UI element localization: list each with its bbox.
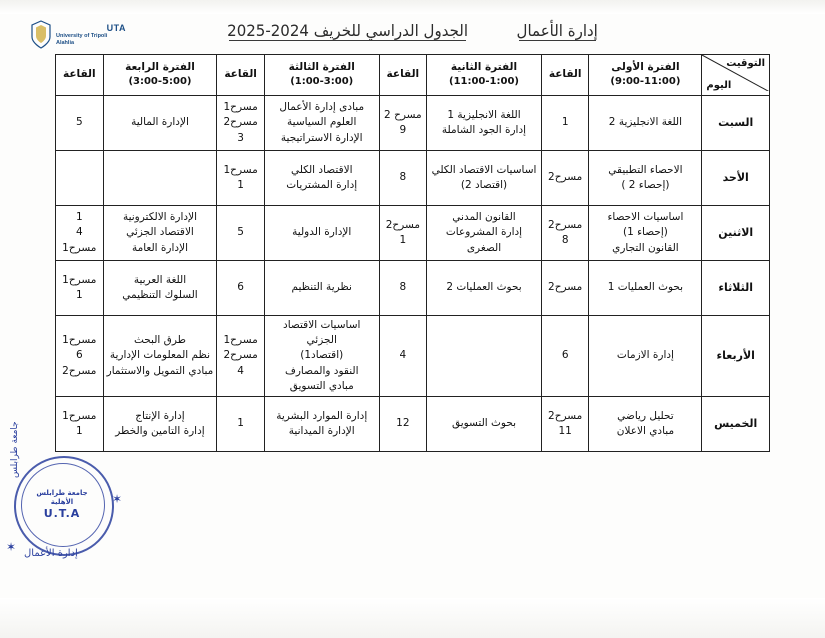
page-title <box>0 22 825 40</box>
course-cell <box>103 261 217 316</box>
hall-value: 8 <box>399 171 407 184</box>
hall-cell <box>379 206 427 261</box>
course-cell <box>589 316 702 397</box>
course-name: الإدارة الميدانية <box>288 425 355 438</box>
course-name: القانون المدني <box>452 211 516 224</box>
header-hall-3: القاعة <box>217 55 265 96</box>
day-cell: السبت <box>702 96 770 151</box>
course-cell <box>427 206 542 261</box>
hall-value: مسرح2 <box>223 116 258 129</box>
course-name: بحوث العمليات 1 <box>607 281 684 294</box>
stamp-star-right: ✶ <box>112 492 123 506</box>
hall-cell <box>217 206 265 261</box>
course-name: إدارة التامين والخطر <box>115 425 205 438</box>
hall-value: مسرح1 <box>62 409 97 422</box>
page-title-right: إدارة الأعمال <box>516 21 598 41</box>
hall-value: مسرح2 <box>62 364 97 377</box>
hall-value: 11 <box>558 425 572 438</box>
hall-cell <box>56 96 104 151</box>
course-name: إدارة المشروعات الصغرى <box>445 226 523 254</box>
hall-cell <box>217 397 265 452</box>
table-head <box>56 55 770 96</box>
hall-value: مسرح1 <box>223 101 258 114</box>
course-name: اللغة الانجليزية 1 <box>447 108 521 121</box>
hall-cell <box>379 261 427 316</box>
hall-value: مسرح1 <box>62 273 97 286</box>
course-name: الاقتصاد الجزئي <box>126 226 194 239</box>
hall-cell <box>56 261 104 316</box>
course-name: (اقتصاد1) <box>300 349 344 362</box>
hall-value: مسرح2 <box>548 409 583 422</box>
hall-value: مسرح1 <box>62 334 97 347</box>
course-name: الإدارة الاستراتيجية <box>280 131 363 144</box>
table-row <box>56 316 770 397</box>
hall-cell <box>541 397 589 452</box>
course-name: طرق البحث <box>133 334 186 347</box>
course-cell <box>427 397 542 452</box>
hall-value: 5 <box>237 226 244 239</box>
table-row <box>56 96 770 151</box>
hall-value: مسرح1 <box>223 163 258 176</box>
header-period-3: الفترة الثالثة (1:00-3:00) <box>264 55 379 96</box>
header-hall-2: القاعة <box>379 55 427 96</box>
hall-value: مسرح1 <box>223 334 258 347</box>
course-cell <box>103 316 217 397</box>
corner-label-day: اليوم <box>706 79 732 91</box>
course-cell <box>264 96 379 151</box>
course-name: الإدارة العامة <box>131 241 188 254</box>
course-name: إدارة الموارد البشرية <box>276 409 368 422</box>
hall-cell <box>217 316 265 397</box>
hall-value: 9 <box>399 124 407 136</box>
course-name: الإدارة المالية <box>131 116 189 129</box>
course-name: (إحصاء 2 ) <box>621 179 670 191</box>
logo-name-en: University of Tripoli Alahlia <box>56 33 108 46</box>
course-cell <box>427 316 542 397</box>
course-cell <box>264 397 379 452</box>
hall-value: 4 <box>237 364 244 377</box>
header-hall-4: القاعة <box>56 55 104 96</box>
header-period-4: الفترة الرابعة (3:00-5:00) <box>103 55 217 96</box>
course-cell <box>103 96 217 151</box>
course-name: اساسيات الاحصاء <box>607 211 684 224</box>
course-name: نظم المعلومات الإدارية <box>109 349 211 362</box>
course-name: نظرية التنظيم <box>291 281 352 294</box>
corner-header-cell <box>702 55 770 96</box>
course-name: بحوث التسويق <box>451 417 517 430</box>
course-cell <box>589 96 702 151</box>
hall-value: 5 <box>75 116 83 129</box>
table-row <box>56 151 770 206</box>
hall-value: 1 <box>75 289 83 301</box>
hall-cell <box>56 151 104 206</box>
logo-abbr: UTA <box>106 23 126 34</box>
course-name: الاحصاء التطبيقي <box>608 163 683 176</box>
hall-cell <box>217 261 265 316</box>
course-cell <box>264 316 379 397</box>
hall-value: 6 <box>75 349 83 362</box>
course-name: الاقتصاد الكلي <box>290 163 353 176</box>
course-name: اساسيات الاقتصاد الكلي <box>431 163 537 176</box>
course-name: مبادى إدارة الأعمال <box>279 101 365 114</box>
course-name: إدارة الازمات <box>616 349 674 362</box>
corner-label-time: التوقيت <box>726 58 765 69</box>
scan-edge-bottom <box>0 598 825 638</box>
course-cell <box>103 397 217 452</box>
hall-cell <box>56 206 104 261</box>
hall-value: 4 <box>75 226 83 239</box>
course-name: مبادي التسويق <box>289 379 354 392</box>
course-cell <box>264 151 379 206</box>
course-cell <box>103 206 217 261</box>
course-name: اللغة العربية <box>133 273 187 286</box>
hall-cell <box>56 316 104 397</box>
stamp-line1: جامعة طرابلس <box>36 488 88 497</box>
hall-value: مسرح2 <box>548 171 583 184</box>
hall-value: مسرح2 <box>548 281 583 294</box>
course-name: بحوث العمليات 2 <box>446 281 522 294</box>
table-row <box>56 397 770 452</box>
course-name: السلوك التنظيمي <box>122 289 198 301</box>
hall-value: 1 <box>237 179 244 191</box>
hall-cell <box>379 96 427 151</box>
hall-value: 1 <box>399 234 407 246</box>
stamp-side-text: جامعة طرابلس <box>10 421 20 478</box>
table-row <box>56 261 770 316</box>
course-cell <box>264 206 379 261</box>
hall-cell <box>56 397 104 452</box>
hall-cell <box>541 151 589 206</box>
hall-value: مسرح 2 <box>384 108 422 121</box>
day-cell: الأحد <box>702 151 770 206</box>
course-name: إدارة الإنتاج <box>135 409 185 422</box>
course-name: مبادي التمويل والاستثمار <box>106 364 214 377</box>
schedule-table <box>55 54 770 452</box>
course-name: الإدارة الدولية <box>292 226 352 239</box>
course-name: الإدارة الالكترونية <box>122 211 198 224</box>
course-cell <box>264 261 379 316</box>
hall-value: 6 <box>237 281 244 294</box>
course-cell <box>589 261 702 316</box>
hall-value: 1 <box>237 417 244 430</box>
hall-value: مسرح1 <box>62 241 97 254</box>
day-cell: الاثنين <box>702 206 770 261</box>
official-stamp <box>6 421 158 560</box>
course-name: اساسيات الاقتصاد <box>283 319 361 331</box>
course-name: الجزئي <box>306 334 337 347</box>
course-cell <box>103 151 217 206</box>
course-name: العلوم السياسية <box>287 116 357 129</box>
hall-cell <box>379 397 427 452</box>
course-cell <box>589 397 702 452</box>
hall-value: 12 <box>396 417 410 430</box>
course-name: مبادي الاعلان <box>616 425 675 438</box>
hall-value: مسرح2 <box>548 218 583 231</box>
hall-cell <box>379 151 427 206</box>
hall-cell <box>379 316 427 397</box>
hall-cell <box>541 261 589 316</box>
stamp-abbr: U.T.A <box>43 506 81 520</box>
stamp-line2: الأهلية <box>50 497 74 506</box>
header-hall-1: القاعة <box>541 55 589 96</box>
course-name: اللغة الانجليزية 2 <box>608 116 683 129</box>
hall-value: 1 <box>75 425 83 438</box>
page-title-left: الجدول الدراسي للخريف 2024-2025 <box>227 21 468 41</box>
hall-value: مسرح2 <box>385 218 420 231</box>
course-name: تحليل رياضي <box>617 409 674 422</box>
hall-cell <box>541 96 589 151</box>
header-period-1: الفترة الأولى (9:00-11:00) <box>589 55 702 96</box>
stamp-star-left: ✶ <box>6 540 17 554</box>
table-header-row <box>56 55 770 96</box>
course-name: إدارة المشتريات <box>286 179 358 191</box>
document-header <box>0 14 825 54</box>
course-name: (اقتصاد 2) <box>460 179 508 191</box>
course-name: القانون التجاري <box>612 241 679 254</box>
course-cell <box>589 151 702 206</box>
stamp-bottom-text: إدارة الأعمال <box>24 548 78 559</box>
course-cell <box>427 151 542 206</box>
course-cell <box>427 96 542 151</box>
hall-value: 1 <box>75 211 83 224</box>
hall-cell <box>541 206 589 261</box>
scan-edge-top <box>0 0 825 14</box>
hall-value: 3 <box>237 131 244 144</box>
course-name: (إحصاء 1) <box>622 226 668 239</box>
hall-value: مسرح2 <box>223 349 258 362</box>
course-name: النقود والمصارف <box>284 364 359 377</box>
table-row <box>56 206 770 261</box>
hall-cell <box>217 96 265 151</box>
table-body <box>56 96 770 452</box>
hall-value: 4 <box>399 349 407 362</box>
header-period-2: الفترة الثانية (11:00-1:00) <box>427 55 542 96</box>
day-cell: الثلاثاء <box>702 261 770 316</box>
hall-value: 8 <box>561 234 569 246</box>
hall-value: 6 <box>561 349 569 362</box>
hall-cell <box>541 316 589 397</box>
course-name: إدارة الجود الشاملة <box>441 124 527 136</box>
course-cell <box>589 206 702 261</box>
hall-value: 8 <box>399 281 407 294</box>
day-cell: الخميس <box>702 397 770 452</box>
day-cell: الأربعاء <box>702 316 770 397</box>
course-cell <box>427 261 542 316</box>
hall-value: 1 <box>561 116 569 129</box>
hall-cell <box>217 151 265 206</box>
